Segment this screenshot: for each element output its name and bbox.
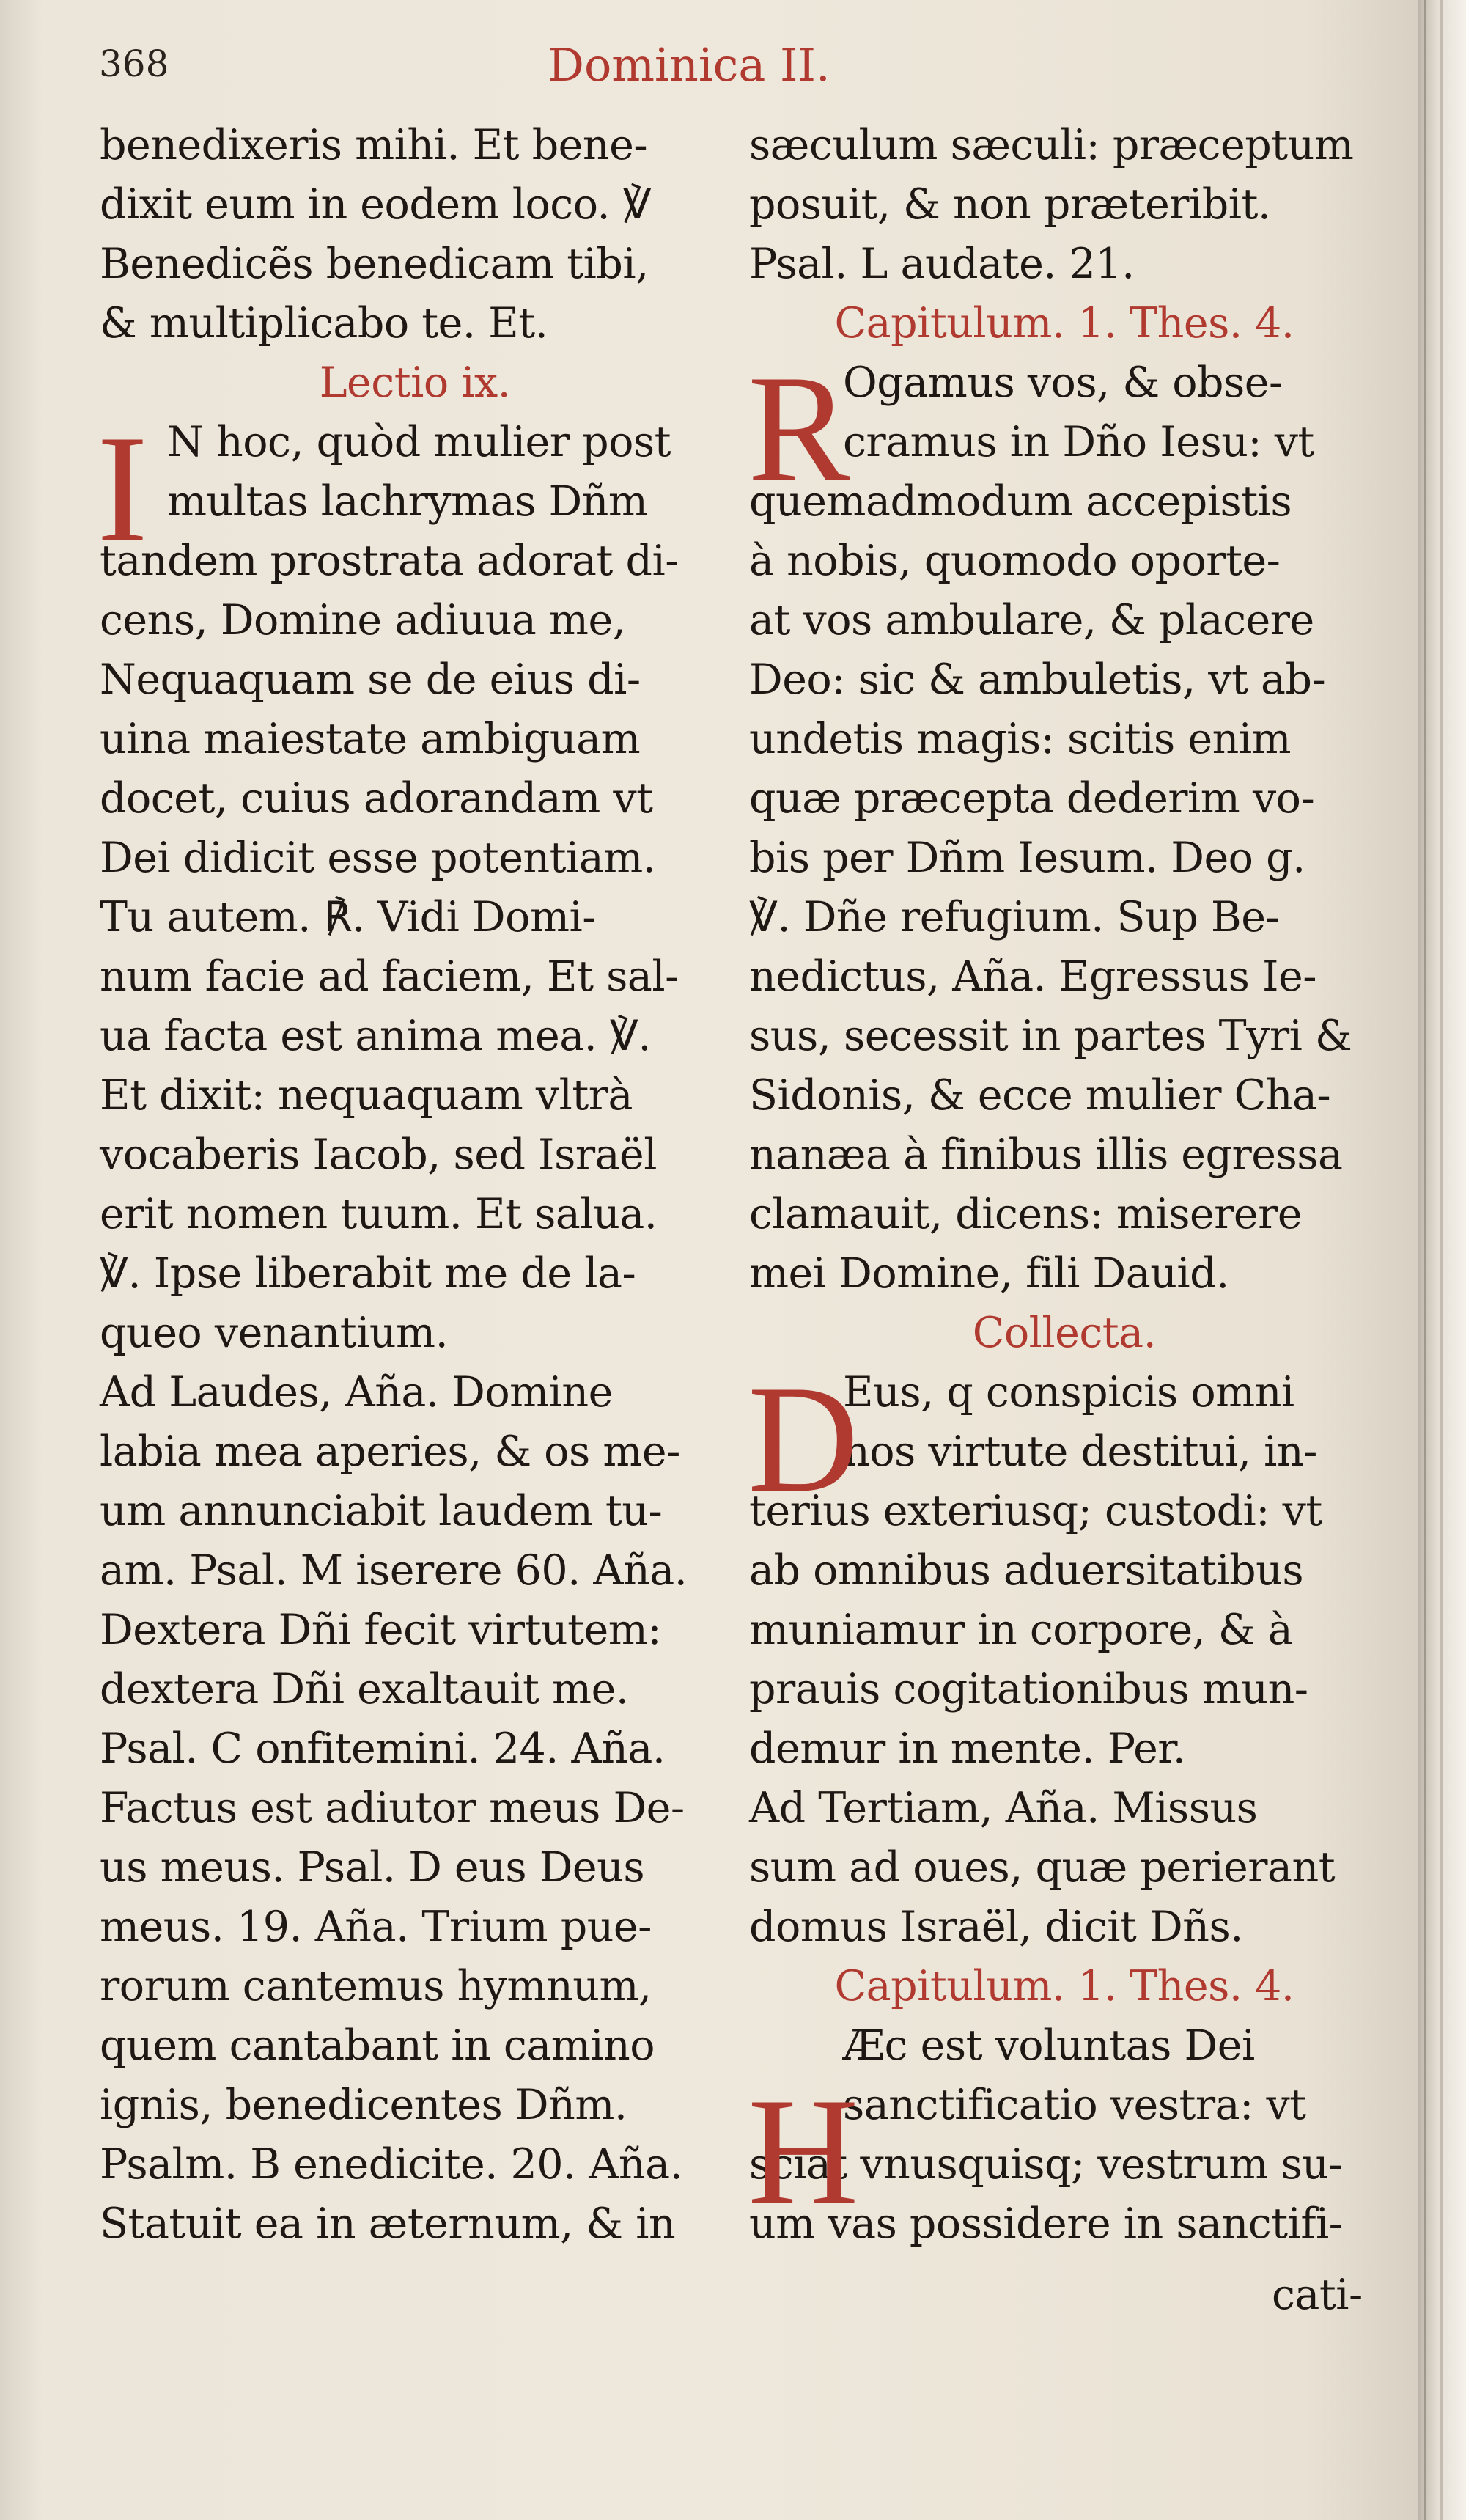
page-edge-line [1440, 0, 1443, 2520]
text-line: nedictus, Aña. Egressus Ie- [749, 952, 1316, 1001]
text-line: Tu autem. ℟. Vidi Domi- [100, 893, 596, 941]
text-line: sum ad oues, quæ perierant [749, 1843, 1336, 1892]
text-line: am. Psal. M iserere 60. Aña. [100, 1546, 688, 1595]
text-line: quæ præcepta dederim vo- [749, 774, 1315, 823]
text-line: uina maiestate ambiguam [100, 715, 641, 763]
text-line: um annunciabit laudem tu- [100, 1487, 663, 1535]
text-line: multas lachrymas Dñm [167, 477, 648, 526]
text-line: Æc est voluntas Dei [843, 2021, 1255, 2070]
text-line: & multiplicabo te. Et. [100, 299, 548, 348]
text-line: ab omnibus aduersitatibus [749, 1546, 1304, 1595]
text-line: Ad Laudes, Aña. Domine [100, 1368, 613, 1417]
text-line: cens, Domine adiuua me, [100, 596, 626, 644]
text-line: clamauit, dicens: miserere [749, 1190, 1303, 1238]
text-line: num facie ad faciem, Et sal- [100, 952, 679, 1001]
text-line: N hoc, quòd mulier post [167, 418, 671, 466]
text-line: ignis, benedicentes Dñm. [100, 2081, 627, 2129]
text-line: bis per Dñm Iesum. Deo g. [749, 834, 1305, 882]
text-line: sus, secessit in partes Tyri & [749, 1012, 1352, 1060]
text-line: nos virtute destitui, in- [843, 1428, 1317, 1476]
text-line: posuit, & non præteribit. [749, 180, 1271, 229]
running-head-text: Dominica II. [548, 38, 830, 92]
text-line: demur in mente. Per. [749, 1724, 1186, 1773]
text-line: ua facta est anima mea. ℣. [100, 1012, 652, 1060]
text-line: Sidonis, & ecce mulier Cha- [749, 1071, 1331, 1120]
text-line: Nequaquam se de eius di- [100, 655, 641, 704]
text-line: Psal. L audate. 21. [749, 240, 1135, 288]
text-line: benedixeris mihi. Et bene- [100, 121, 648, 169]
text-line: Eus, q conspicis omni [843, 1368, 1294, 1417]
text-line: à nobis, quomodo oporte- [749, 537, 1281, 585]
section-heading: Lectio ix. [319, 359, 511, 407]
text-line: rorum cantemus hymnum, [100, 1962, 652, 2010]
text-line: dextera Dñi exaltauit me. [100, 1665, 629, 1713]
text-line: Psalm. B enedicite. 20. Aña. [100, 2140, 683, 2189]
page-edge [1418, 0, 1466, 2520]
section-heading: Capitulum. 1. Thes. 4. [834, 299, 1294, 348]
text-line: tandem prostrata adorat di- [100, 537, 679, 585]
text-line: domus Israël, dicit Dñs. [749, 1903, 1243, 1951]
page-edge-line [1424, 0, 1426, 2520]
text-line: Factus est adiutor meus De- [100, 1784, 685, 1832]
section-heading: Capitulum. 1. Thes. 4. [834, 1962, 1294, 2010]
text-line: terius exteriusq; custodi: vt [749, 1487, 1322, 1535]
text-line: prauis cogitationibus mun- [749, 1665, 1308, 1713]
text-line: cramus in Dño Iesu: vt [843, 418, 1314, 466]
drop-initial-d: D [748, 1354, 859, 1524]
text-line: ℣. Ipse liberabit me de la- [100, 1249, 636, 1298]
text-line: Ad Tertiam, Aña. Missus [749, 1784, 1258, 1832]
text-line: quemadmodum accepistis [749, 477, 1292, 526]
text-line: vocaberis Iacob, sed Israël [100, 1131, 658, 1179]
text-line: Et dixit: nequaquam vltrà [100, 1071, 633, 1120]
text-line: mei Domine, fili Dauid. [749, 1249, 1229, 1298]
text-line: Psal. C onfitemini. 24. Aña. [100, 1724, 666, 1773]
text-line: quem cantabant in camino [100, 2021, 655, 2070]
left-column [100, 116, 730, 2254]
text-line: Dextera Dñi fecit virtutem: [100, 1606, 662, 1654]
text-line: meus. 19. Aña. Trium pue- [100, 1903, 652, 1951]
drop-initial-r: R [748, 344, 851, 514]
text-line: docet, cuius adorandam vt [100, 774, 653, 823]
text-line: nanæa à finibus illis egressa [749, 1131, 1343, 1179]
page-number: 368 [99, 43, 169, 85]
text-line: labia mea aperies, & os me- [100, 1428, 680, 1476]
text-line: dixit eum in eodem loco. ℣ [100, 180, 652, 229]
running-head [0, 38, 1466, 92]
text-line: muniamur in corpore, & à [749, 1606, 1293, 1654]
catchword: cati- [1272, 2271, 1363, 2319]
text-line: um vas possidere in sanctifi- [749, 2200, 1343, 2248]
text-line: Deo: sic & ambuletis, vt ab- [749, 655, 1326, 704]
text-line: undetis magis: scitis enim [749, 715, 1292, 763]
section-heading: Collecta. [972, 1309, 1157, 1357]
text-line: at vos ambulare, & placere [749, 596, 1314, 644]
drop-initial-h: H [748, 2067, 859, 2237]
text-line: sanctificatio vestra: vt [843, 2081, 1306, 2129]
text-line: Benedicẽs benedicam tibi, [100, 240, 649, 288]
text-line: queo venantium. [100, 1309, 449, 1357]
text-line: Statuit ea in æternum, & in [100, 2200, 676, 2248]
text-line: sæculum sæculi: præceptum [749, 121, 1354, 169]
text-line: Dei didicit esse potentiam. [100, 834, 656, 882]
text-line: erit nomen tuum. Et salua. [100, 1190, 658, 1238]
text-line: ℣. Dñe refugium. Sup Be- [749, 893, 1280, 941]
text-line: us meus. Psal. D eus Deus [100, 1843, 645, 1892]
text-line: sciat vnusquisq; vestrum su- [749, 2140, 1343, 2189]
drop-initial-i: I [97, 404, 148, 574]
text-line: Ogamus vos, & obse- [843, 359, 1283, 407]
